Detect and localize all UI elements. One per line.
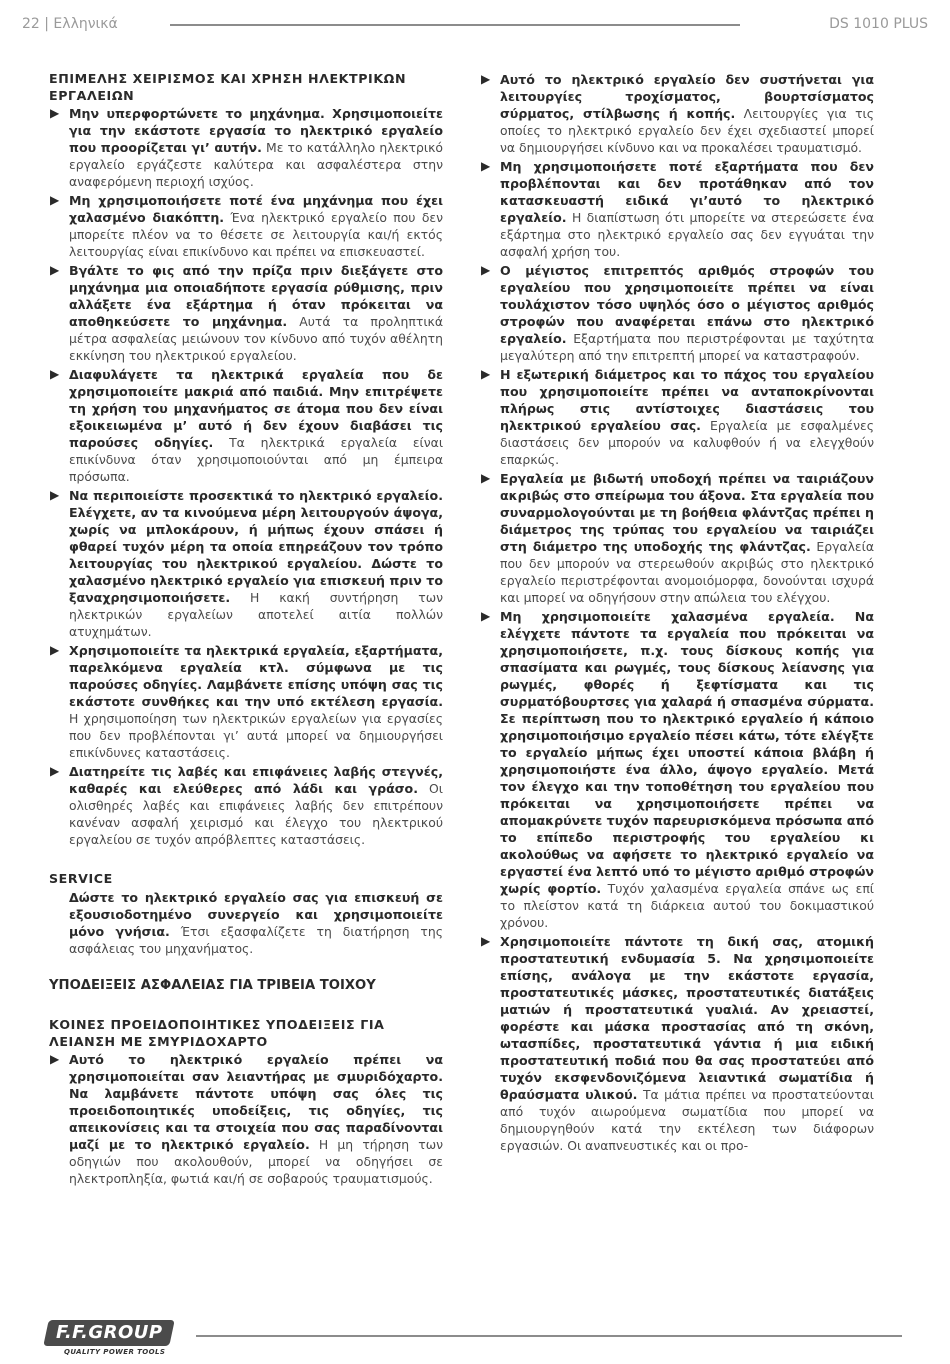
bullet-icon: ▶ [50, 764, 60, 778]
item-bold-text: Χρησιμοποιείτε τα ηλεκτρικά εργαλεία, εξαρτήματα, παρελκόμενα εργαλεία κτλ. σύμφωνα με τις παρούσες οδηγίες. Λαμβάνετε επίσης υπόψη σας τις εκάστοτε συνθήκες και την υπό εκτέλεση εργασία. [69, 643, 443, 709]
item-text: Αυτά τα προληπτικά μέτρα ασφαλείας μειώνουν τον κίνδυνο από τυχόν αθέλητη εκκίνηση του ηλεκτρικού εργαλείου. [69, 314, 443, 363]
bullet-icon: ▶ [481, 609, 491, 623]
bullet-icon: ▶ [50, 1052, 60, 1066]
item-bold-text: Μη χρησιμοποιήσετε ποτέ ένα μηχάνημα που έχει χαλασμένο διακόπτη. [69, 193, 443, 225]
bullet-icon: ▶ [481, 263, 491, 277]
list-item [49, 105, 443, 190]
item-bold-text: Διατηρείτε τις λαβές και επιφάνειες λαβής στεγνές, καθαρές και ελεύθερες από λάδι και γράσο. [69, 764, 443, 796]
item-text: Η κακή συντήρηση των ηλεκτρικών εργαλείων αποτελεί αιτία πολλών ατυχημάτων. [69, 590, 443, 639]
list-item [49, 487, 443, 640]
list-item [480, 71, 874, 156]
bullet-icon: ▶ [50, 367, 60, 381]
item-bold-text: Ο μέγιστος επιτρεπτός αριθμός στροφών του εργαλείου που χρησιμοποιείτε πρέπει να είναι τουλάχιστον τόσο υψηλός όσο ο μέγιστος αριθμός στροφών που αναφέρεται επάνω στο ηλεκτρικό εργαλείο. [500, 263, 874, 346]
model-name: DS 1010 PLUS [829, 16, 928, 32]
list-item [49, 192, 443, 260]
item-text: Ένα ηλεκτρικό εργαλείο που δεν μπορείτε πλέον να το θέσετε σε λειτουργία και/ή εκτός λειτουργίας είναι επικίνδυνο και πρέπει να επισκευαστεί. [69, 210, 444, 259]
item-bold-text: Μη χρησιμοποιήσετε ποτέ εξαρτήματα που δεν προβλέπονται και δεν προτάθηκαν από τον κατασκευαστή ειδικά γι’αυτό το ηλεκτρικό εργαλείο. [500, 159, 874, 225]
right-column [480, 70, 874, 1156]
page-number-language: 22 | Ελληνικά [22, 16, 118, 32]
bullet-icon: ▶ [50, 193, 60, 207]
section-heading-wall-sander: ΥΠΟΔΕΙΞΕΙΣ ΑΣΦΑΛΕΙΑΣ ΓΙΑ ΤΡΙΒΕΙΑ ΤΟΙΧΟΥ [49, 978, 376, 993]
item-text: Τα μάτια πρέπει να προστατεύονται από τυχόν αιωρούμενα σωματίδια που μπορεί να δημιουργηθούν κατά την εκτέλεση των διάφορων εργασιών. Οι αναπνευστικές και οι προ- [500, 1087, 874, 1153]
service-bold: Δώστε το ηλεκτρικό εργαλείο σας για επισκευή σε εξουσιοδοτημένο συνεργείο και χρησιμοποιείτε μόνο γνήσια. [69, 890, 443, 939]
item-text: Τα ηλεκτρικά εργαλεία είναι επικίνδυνα όταν χρησιμοποιούνται από μη έμπειρα πρόσωπα. [69, 435, 444, 484]
section-heading-service: SERVICE [49, 871, 113, 886]
list-item [49, 763, 443, 848]
bullet-icon: ▶ [50, 106, 60, 120]
bullet-icon: ▶ [481, 159, 491, 173]
bullet-icon: ▶ [481, 471, 491, 485]
footer-rule [196, 1335, 902, 1337]
left-column [49, 70, 443, 1189]
list-item [480, 366, 874, 468]
item-bold-text: Να περιποιείστε προσεκτικά το ηλεκτρικό εργαλείο. Ελέγχετε, αν τα κινούμενα μέρη λειτουργούν άψογα, χωρίς να μπλοκάρουν, ή μήπως έχουν σπάσει ή φθαρεί τυχόν μέρη τα οποία επηρεάζουν τον τρόπο λειτουργίας του ηλεκτρικού εργαλείου. Δώστε το χαλασμένο ηλεκτρικό εργαλείο για επισκευή πριν το ξαναχρησιμοποιήσετε. [69, 488, 443, 605]
bullet-icon: ▶ [481, 367, 491, 381]
item-text: Η χρησιμοποίηση των ηλεκτρικών εργαλείων για εργασίες που δεν προβλέπονται γι’ αυτά μπορεί να δημιουργήσει επικίνδυνες καταστάσεις. [69, 711, 443, 760]
item-text: Τυχόν χαλασμένα εργαλεία σπάνε ως επί το πλείστον κατά τη διάρκεια αυτού του δοκιμαστικού χρόνου. [500, 881, 874, 930]
item-bold-text: Η εξωτερική διάμετρος και το πάχος του εργαλείου που χρησιμοποιείτε πρέπει να ανταποκρίνονται πλήρως στις αντίστοιχες διαστάσεις του ηλεκτρικού εργαλείου σας. [500, 367, 874, 433]
list-item [480, 608, 874, 931]
item-text: Εργαλεία που δεν μπορούν να στερεωθούν ακριβώς στο ηλεκτρικό εργαλείο περιστρέφονται ανομοιόμορφα, δονούνται ισχυρά και μπορεί να οδηγήσουν στην απώλεια του ελέγχου. [500, 539, 874, 605]
item-bold-text: Βγάλτε το φις από την πρίζα πριν διεξάγετε στο μηχάνημα μια οποιαδήποτε εργασία ρύθμισης, πριν αλλάξετε ένα εξάρτημα ή όταν πρόκειται να αποθηκεύσετε το μηχάνημα. [69, 263, 443, 329]
item-text: Η διαπίστωση ότι μπορείτε να στερεώσετε ένα εξάρτημα στο ηλεκτρικό εργαλείο σας δεν εγγυάται την ασφαλή χρήση του. [500, 210, 874, 259]
item-text: Η μη τήρηση των οδηγιών που ακολουθούν, μπορεί να οδηγήσει σε ηλεκτροπληξία, φωτιά και/ή σε σοβαρούς τραυματισμούς. [69, 1137, 443, 1186]
item-bold-text: Αυτό το ηλεκτρικό εργαλείο πρέπει να χρησιμοποιείται σαν λειαντήρας με σμυριδόχαρτο. Να λαμβάνετε πάντοτε υπόψη σας όλες τις προειδοποιητικές υποδείξεις, τις οδηγίες, τις απεικονίσεις και τα στοιχεία που σας παραδίνονται μαζί με το ηλεκτρικό εργαλείο. [69, 1052, 443, 1152]
service-text: Έτσι εξασφαλίζετε τη διατήρηση της ασφάλειας του μηχανήματος. [69, 924, 444, 956]
item-bold-text: Εργαλεία με βιδωτή υποδοχή πρέπει να ταιριάζουν ακριβώς στο σπείρωμα του άξονα. Στα εργαλεία που συναρμολογούνται με τη βοήθεια φλάντζας πρέπει η διάμετρος της τρύπας του εργαλείου να ταιριάζει στη διάμετρο της υποδοχής της φλάντζας. [500, 471, 874, 554]
item-text: Εργαλεία με εσφαλμένες διαστάσεις δεν μπορούν να καλυφθούν ή να ελεγχθούν επαρκώς. [500, 418, 874, 467]
bullet-icon: ▶ [50, 488, 60, 502]
list-item [480, 262, 874, 364]
bullet-icon: ▶ [50, 263, 60, 277]
section-heading-careful-use: ΕΠΙΜΕΛΗΣ ΧΕΙΡΙΣΜΟΣ ΚΑΙ ΧΡΗΣΗ ΗΛΕΚΤΡΙΚΩΝ ΕΡΓΑΛΕΙΩΝ [49, 71, 407, 103]
list-item [480, 470, 874, 606]
logo-tagline: QUALITY POWER TOOLS [64, 1348, 166, 1356]
logo-text: F.F.GROUP [56, 1322, 163, 1343]
safety-list [480, 71, 874, 1154]
ffgroup-logo [46, 1320, 176, 1360]
item-bold-text: Χρησιμοποιείτε πάντοτε τη δική σας, ατομική προστατευτική ενδυμασία 5. Να χρησιμοποιείτε επίσης, ανάλογα με την εκάστοτε εργασία, προστατευτικές μάσκες, προστατευτικές διατάξεις ματιών ή προστατευτικά γυαλιά. Αν χρειαστεί, φορέστε και μάσκα προστασίας από τη σκόνη, ωτασπίδες, προστατευτικά γάντια ή μια ειδική προστατευτική ποδιά που θα σας προστατεύει από τυχόν εκσφενδονιζόμενα λειαντικά σωματίδια ή θραύσματα υλικού. [500, 934, 874, 1102]
list-item [49, 1051, 443, 1187]
list-item [49, 262, 443, 364]
item-bold-text: Αυτό το ηλεκτρικό εργαλείο δεν συστήνεται για λειτουργίες τροχίσματος, βουρτσίσματος σύρματος, στίλβωσης ή κοπής. [500, 72, 874, 121]
service-paragraph [49, 889, 443, 957]
bullet-icon: ▶ [481, 72, 491, 86]
list-item [49, 366, 443, 485]
list-item [480, 933, 874, 1154]
item-text: Με το κατάλληλο ηλεκτρικό εργαλείο εργάζεστε καλύτερα και ασφαλέστερα στην αναφερόμενη περιοχή ισχύος. [69, 140, 443, 189]
header-rule [170, 24, 740, 26]
item-text: Εξαρτήματα που περιστρέφονται με ταχύτητα μεγαλύτερη από την επιτρεπτή μπορεί να καταστραφούν. [500, 331, 874, 363]
item-text: Λειτουργίες για τις οποίες το ηλεκτρικό εργαλείο δεν έχει σχεδιαστεί μπορεί να δημιουργήσει κίνδυνο και να προκαλέσει τραυματισμό. [500, 106, 874, 155]
item-text: Οι ολισθηρές λαβές και επιφάνειες λαβής δεν επιτρέπουν κανέναν ασφαλή χειρισμό και έλεγχο του ηλεκτρικού εργαλείου σε τυχόν απρόβλεπτες καταστάσεις. [69, 781, 444, 847]
list-item [49, 642, 443, 761]
item-bold-text: Μη χρησιμοποιείτε χαλασμένα εργαλεία. Να ελέγχετε πάντοτε τα εργαλεία που πρόκειται να χρησιμοποιήσετε, π.χ. τους δίσκους κοπής για σπασίματα και ρωγμές, τους δίσκους λείανσης για ρωγμές, φθορές ή ξεφτίσματα και τις συρματόβουρτσες για χαλαρά ή σπασμένα σύρματα. Σε περίπτωση που το ηλεκτρικό εργαλείο ή κάποιο χρησιμοποιήσιμο εργαλείο πέσει κάτω, τότε ελέγξτε το εργαλείο μήπως έχει υποστεί κάποια βλάβη ή χρησιμοποιήστε ένα άλλο, άψογο εργαλείο. Μετά τον έλεγχο και την τοποθέτηση του εργαλείου που πρόκειται να χρησιμοποιήσετε πρέπει να απομακρύνετε τυχόν παρευρισκόμενα πρόσωπα από το επίπεδο περιστροφής του εργαλείου κι ακολούθως να αφήσετε το ηλεκτρικό εργαλείο να εργαστεί ένα λεπτό υπό το μέγιστο αριθμό στροφών χωρίς φορτίο. [500, 609, 874, 896]
common-warnings-list [49, 1051, 443, 1187]
list-item [480, 158, 874, 260]
section-heading-common-warnings: ΚΟΙΝΕΣ ΠΡΟΕΙΔΟΠΟΙΗΤΙΚΕΣ ΥΠΟΔΕΙΞΕΙΣ ΓΙΑ ΛΕΙΑΝΣΗ ΜΕ ΣΜΥΡΙΔΟΧΑΡΤΟ [49, 1017, 385, 1049]
careful-use-list [49, 105, 443, 848]
item-bold-text: Μην υπερφορτώνετε το μηχάνημα. Χρησιμοποιείτε για την εκάστοτε εργασία το ηλεκτρικό εργαλείο που προορίζεται γι’ αυτήν. [69, 106, 443, 155]
bullet-icon: ▶ [50, 643, 60, 657]
item-bold-text: Διαφυλάγετε τα ηλεκτρικά εργαλεία που δε χρησιμοποιείτε μακριά από παιδιά. Μην επιτρέψετε τη χρήση του μηχανήματος σε άτομα που δεν είναι εξοικειωμένα μ’ αυτό ή δεν έχουν διαβάσει τις παρούσες οδηγίες. [69, 367, 443, 450]
bullet-icon: ▶ [481, 934, 491, 948]
